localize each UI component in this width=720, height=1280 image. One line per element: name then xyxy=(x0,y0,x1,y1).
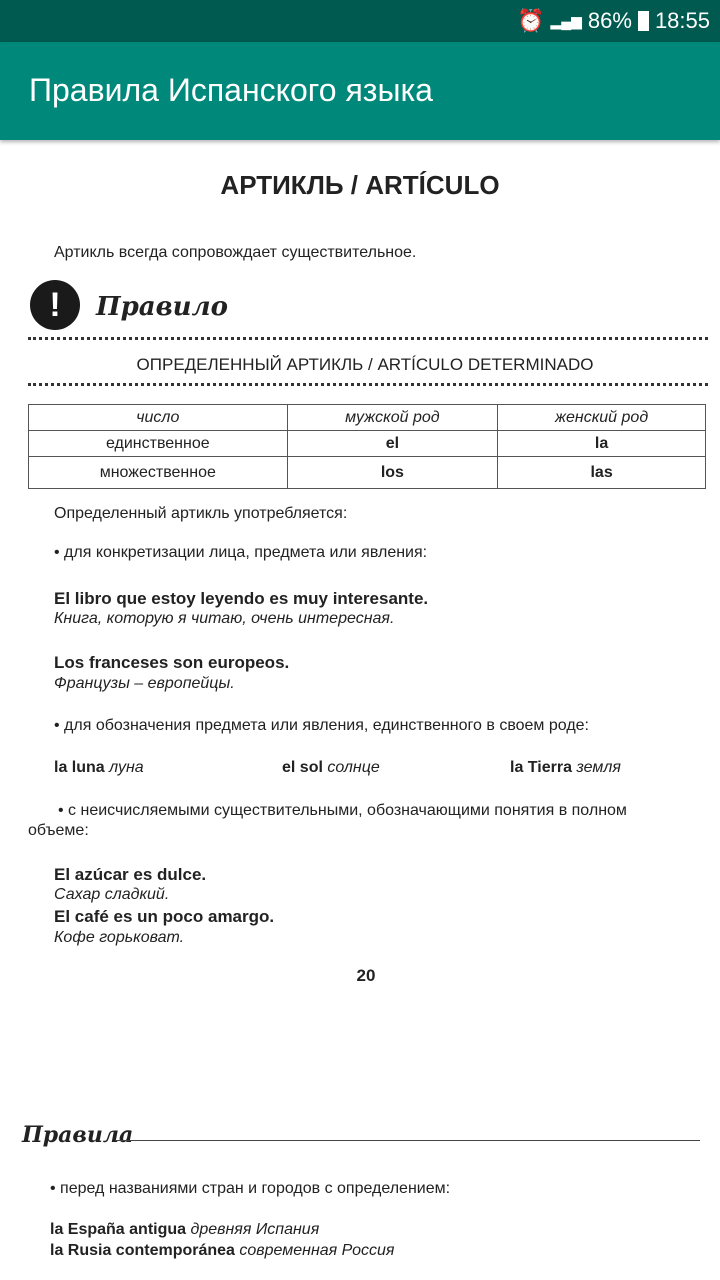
table-header: число xyxy=(29,405,288,431)
battery-icon xyxy=(638,11,649,31)
example xyxy=(50,1221,319,1239)
table-cell: множественное xyxy=(29,457,288,489)
usage-text: Определенный артикль употребляется: xyxy=(54,505,348,522)
clock: 18:55 xyxy=(654,8,710,33)
unique-example xyxy=(282,759,380,777)
divider xyxy=(28,383,708,386)
rule-label: Правило xyxy=(96,292,228,322)
app-title: Правила Испанского языка xyxy=(29,72,433,108)
unique-example xyxy=(510,759,621,777)
signal-icon: ▂▄▆ xyxy=(550,12,582,29)
app-bar xyxy=(0,42,720,140)
intro-text: Артикль всегда сопровождает существительное. xyxy=(54,244,417,261)
example-ru: луна xyxy=(109,759,144,776)
example-ru: современная Россия xyxy=(239,1242,395,1259)
example-es: la Rusia contemporánea xyxy=(50,1242,235,1259)
table-cell: las xyxy=(498,457,706,489)
unique-example xyxy=(54,759,144,777)
example-es: El azúcar es dulce. xyxy=(54,865,207,884)
example-es: El libro que estoy leyendo es muy interesante. xyxy=(54,589,429,608)
example-es: la luna xyxy=(54,759,105,776)
divider xyxy=(28,337,708,340)
example-es: El café es un poco amargo. xyxy=(54,907,275,926)
example-es: la España antigua xyxy=(50,1221,187,1238)
example-ru: земля xyxy=(576,759,621,776)
bullet-continued: объеме: xyxy=(28,822,89,839)
exclamation-icon: ! xyxy=(30,280,80,330)
example-ru: Кофе горьковат. xyxy=(54,929,185,946)
example-ru: солнце xyxy=(327,759,380,776)
bullet: • для конкретизации лица, предмета или явления: xyxy=(54,544,428,561)
article-table xyxy=(28,404,706,489)
alarm-icon: ⏰ xyxy=(517,8,545,33)
table-row xyxy=(29,431,706,457)
table-cell: единственное xyxy=(29,431,288,457)
section-heading: ОПРЕДЕЛЕННЫЙ АРТИКЛЬ / ARTÍCULO DETERMINADO xyxy=(136,355,594,374)
table-row xyxy=(29,457,706,489)
table-cell: los xyxy=(287,457,498,489)
page-number: 20 xyxy=(356,966,376,985)
example xyxy=(50,1242,394,1260)
bullet: • перед названиями стран и городов с определением: xyxy=(50,1180,451,1197)
page-title: АРТИКЛЬ / ARTÍCULO xyxy=(220,170,500,200)
table-cell: el xyxy=(287,431,498,457)
example-ru: древняя Испания xyxy=(190,1221,320,1238)
table-cell: la xyxy=(498,431,706,457)
table-header: мужской род xyxy=(287,405,498,431)
example-ru: Книга, которую я читаю, очень интересная. xyxy=(54,610,395,627)
example-ru: Сахар сладкий. xyxy=(54,886,170,903)
battery-percent: 86% xyxy=(587,8,632,33)
header-line xyxy=(116,1140,700,1141)
example-es: Los franceses son europeos. xyxy=(54,653,290,672)
table-header: женский род xyxy=(498,405,706,431)
page-header: Правила xyxy=(22,1122,134,1148)
example-es: la Tierra xyxy=(510,759,572,776)
bullet: • с неисчисляемыми существительными, обозначающими понятия в полном xyxy=(58,802,627,819)
table-header-row xyxy=(29,405,706,431)
status-bar xyxy=(0,0,720,42)
bullet: • для обозначения предмета или явления, единственного в своем роде: xyxy=(54,717,589,734)
example-es: el sol xyxy=(282,759,323,776)
example-ru: Французы – европейцы. xyxy=(54,675,235,692)
